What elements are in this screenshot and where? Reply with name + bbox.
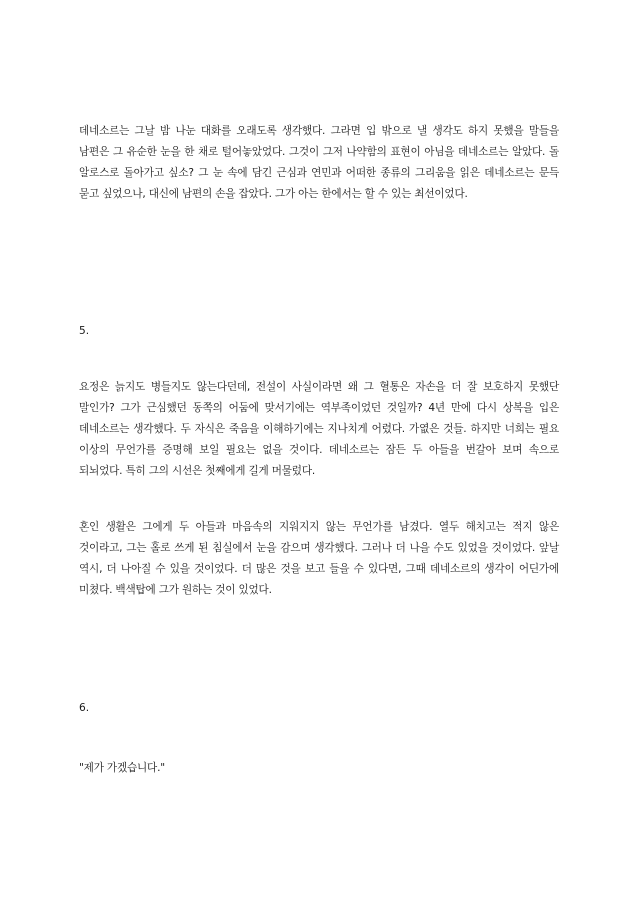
section-number: 6. — [79, 702, 90, 714]
body-paragraph: 혼인 생활은 그에게 두 아들과 마음속의 지워지지 않는 무언가를 남겼다. 열두 해치고는 적지 않은 것이라고, 그는 홀로 쓰게 된 침실에서 눈을 감으며 생각했다. 그러나 더 나을 수도 있었을 것이었다. 앞날 역시, 더 나아질 수 있을 것이었다. 더 많은 것을 보고 들을 수 있다면, 그때 데네소르의 생각이 어딘가에 미쳤다. 백색탑에 그가 원하는 것이 있었다. — [79, 521, 559, 596]
section-number: 5. — [79, 325, 90, 337]
dialogue-line: "제가 가겠습니다." — [79, 762, 165, 774]
body-paragraph: 요정은 늙지도 병들지도 않는다던데, 전설이 사실이라면 왜 그 혈통은 자손을 더 잘 보호하지 못했단 말인가? 그가 근심했던 동쪽의 어둠에 맞서기에는 역부족이었던 것일까? 4년 만에 다시 상복을 입은 데네소르는 생각했다. 두 자식은 죽음을 이해하기에는 지나치게 어렸다. 가엾은 것들. 하지만 너희는 필요 이상의 무언가를 증명해 보일 필요는 없을 것이다. 데네소르는 잠든 두 아들을 번갈아 보며 속으로 되뇌었다. 특히 그의 시선은 첫째에게 길게 머물렀다. — [79, 381, 559, 477]
body-paragraph: 데네소르는 그날 밤 나눈 대화를 오래도록 생각했다. 그라면 입 밖으로 낼 생각도 하지 못했을 말들을 남편은 그 유순한 눈을 한 채로 털어놓았었다. 그것이 그저 나약함의 표현이 아님을 데네소르는 알았다. 돌 알로스로 돌아가고 싶소? 그 눈 속에 담긴 근심과 연민과 어떠한 종류의 그리움을 읽은 데네소르는 문득 묻고 싶었으나, 대신에 남편의 손을 잡았다. 그가 아는 한에서는 할 수 있는 최선이었다. — [79, 125, 559, 200]
